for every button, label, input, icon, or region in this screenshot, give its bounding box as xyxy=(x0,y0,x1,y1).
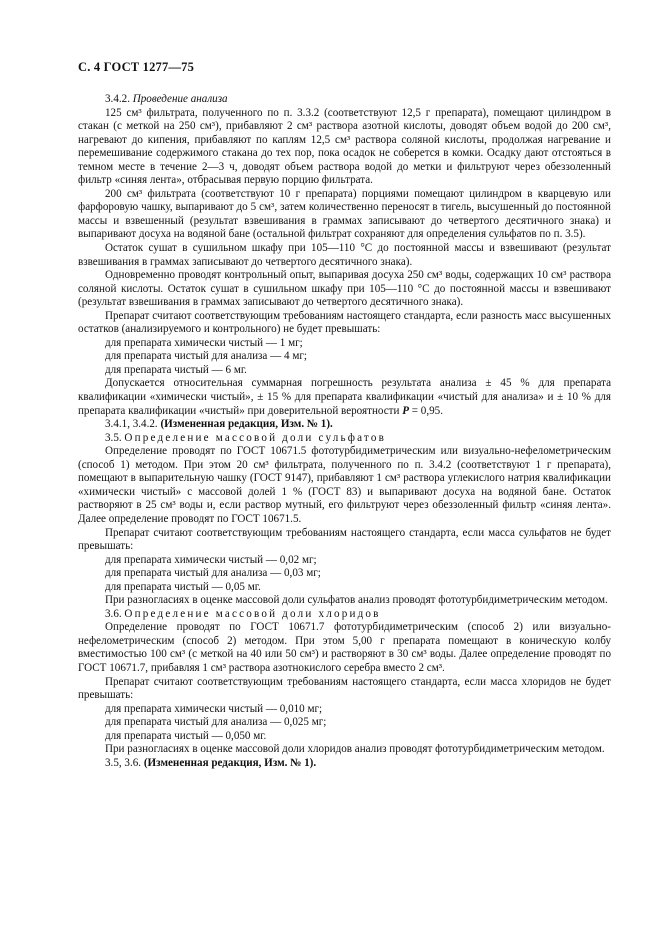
list-item: для препарата чистый — 6 мг. xyxy=(105,363,247,376)
page-header: С. 4 ГОСТ 1277—75 xyxy=(78,60,195,74)
paragraph: Определение проводят по ГОСТ 10671.7 фототурбидиметрическим (способ 2) или визуально-нефелометрическим (способ 2) методом. При этом 5,00 г препарата помещают в коническую колбу вместимостью 100 см³ (с меткой на 40 или 50 см³) и растворяют в 30 см³ воды. Далее определение проводят по ГОСТ 10671.7, прибавляя 1 см³ раствора азотнокислого серебра вместо 2 см³. xyxy=(78,621,611,674)
paragraph: Определение проводят по ГОСТ 10671.5 фототурбидиметрическим или визуально-нефелометрическим (способ 1) методом. При этом 20 см³ фильтрата, полученного по п. 3.4.2 (соответствуют 1 г препарата), помещают в выпарительную чашку (ГОСТ 9147), прибавляют 1 см³ раствора углекислого натрия квалификации «химически чистый» с массовой долей 1 % (ГОСТ 83) и выпаривают досуха на водяной бане. Остаток растворяют в 25 см³ воды и, если раствор мутный, его фильтруют через обеззоленный фильтр «синяя лента». Далее определение проводят по ГОСТ 10671.5. xyxy=(78,445,611,525)
section-3-6-heading xyxy=(78,608,611,622)
paragraph: 125 см³ фильтрата, полученного по п. 3.3.2 (соответствуют 12,5 г препарата), помещают цилиндром в стакан (с меткой на 250 см³), прибавляют 2 см³ раствора азотной кислоты, доводят объем водой до 200 см³, нагревают до кипения, прибавляют по каплям 12,5 см³ раствора соляной кислоты, продолжая нагревание и перемешивание содержимого стакана до тех пор, пока осадок не соберется в комки. Осадку дают отстояться в темном месте в течение 2—3 ч, доводят объем раствора водой до метки и фильтруют через обеззоленный фильтр «синяя лента», отбрасывая первую порцию фильтрата. xyxy=(78,106,611,187)
section-title: Определение массовой доли хлоридов xyxy=(124,607,381,620)
paragraph: Остаток сушат в сушильном шкафу при 105—110 °С до постоянной массы и взвешивают (результат взвешивания в граммах записывают до четвертого десятичного знака). xyxy=(78,242,611,268)
amendment-refs: 3.4.1, 3.4.2. xyxy=(105,418,161,431)
section-3-4-2-heading xyxy=(78,93,611,107)
section-3-5-heading xyxy=(78,432,611,446)
paragraph: Препарат считают соответствующим требованиям настоящего стандарта, если масса сульфатов не будет превышать: xyxy=(78,526,611,553)
list-item: для препарата химически чистый — 0,010 мг; xyxy=(105,702,323,715)
paragraph: Препарат считают соответствующим требованиям настоящего стандарта, если разность масс высушенных остатков (анализируемого и контрольного) не будет превышать: xyxy=(78,309,611,336)
section-number: 3.5. xyxy=(105,431,125,444)
paragraph: Препарат считают соответствующим требованиям настоящего стандарта, если масса хлоридов не будет превышать: xyxy=(78,675,611,702)
probability-symbol: Р xyxy=(402,404,409,417)
paragraph: Одновременно проводят контрольный опыт, выпаривая досуха 250 см³ воды, содержащих 10 см³ раствора соляной кислоты. Остаток сушат в сушильном шкафу при 105—110 °С до постоянной массы и взвешивают (результат взвешивания в граммах записывают до четвертого десятичного знака). xyxy=(78,269,611,309)
paragraph-text: = 0,95. xyxy=(409,404,443,417)
list-item: для препарата чистый — 0,05 мг. xyxy=(105,580,261,593)
list-item: для препарата химически чистый — 1 мг; xyxy=(105,336,303,349)
amendment-refs: 3.5, 3.6. xyxy=(105,756,144,769)
paragraph: При разногласиях в оценке массовой доли хлоридов анализ проводят фототурбидиметрическим методом. xyxy=(105,743,605,756)
paragraph-text: Допускается относительная суммарная погрешность результата анализа ± 45 % для препарата квалификации «химически чистый», ± 15 % для препарата квалификации «чистый для анализа» и ± 10 % для препарата квалификации «чистый» при доверительной вероятности xyxy=(78,377,611,417)
section-title: Определение массовой доли сульфатов xyxy=(124,431,387,444)
amendment-text: (Измененная редакция, Изм. № 1). xyxy=(160,418,333,431)
list-item: для препарата чистый для анализа — 0,03 мг; xyxy=(105,567,321,580)
amendment-text: (Измененная редакция, Изм. № 1). xyxy=(143,756,317,769)
paragraph: 200 см³ фильтрата (соответствуют 10 г препарата) порциями помещают цилиндром в кварцевую или фарфоровую чашку, выпаривают до 5 см³, затем количественно переносят в тигель, высушенный до постоянной массы и взвешенный (результат взвешивания в граммах записывают до четвертого десятичного знака) и выпаривают досуха на водяной бане (остальной фильтрат сохраняют для определения сульфатов по п. 3.5). xyxy=(78,187,611,241)
paragraph xyxy=(78,377,611,418)
document-body xyxy=(78,93,611,770)
list-item: для препарата химически чистый — 0,02 мг; xyxy=(105,553,317,566)
list-item: для препарата чистый — 0,050 мг. xyxy=(105,729,267,742)
section-number: 3.6. xyxy=(105,607,125,620)
list-item: для препарата чистый для анализа — 0,025 мг; xyxy=(105,716,327,729)
paragraph: При разногласиях в оценке массовой доли сульфатов анализ проводят фототурбидиметрическим методом. xyxy=(105,594,608,607)
section-title: Проведение анализа xyxy=(132,93,228,105)
amendment-note xyxy=(78,418,611,432)
amendment-note xyxy=(78,757,611,771)
section-number: 3.4.2. xyxy=(105,93,133,105)
list-item: для препарата чистый для анализа — 4 мг; xyxy=(105,350,307,363)
